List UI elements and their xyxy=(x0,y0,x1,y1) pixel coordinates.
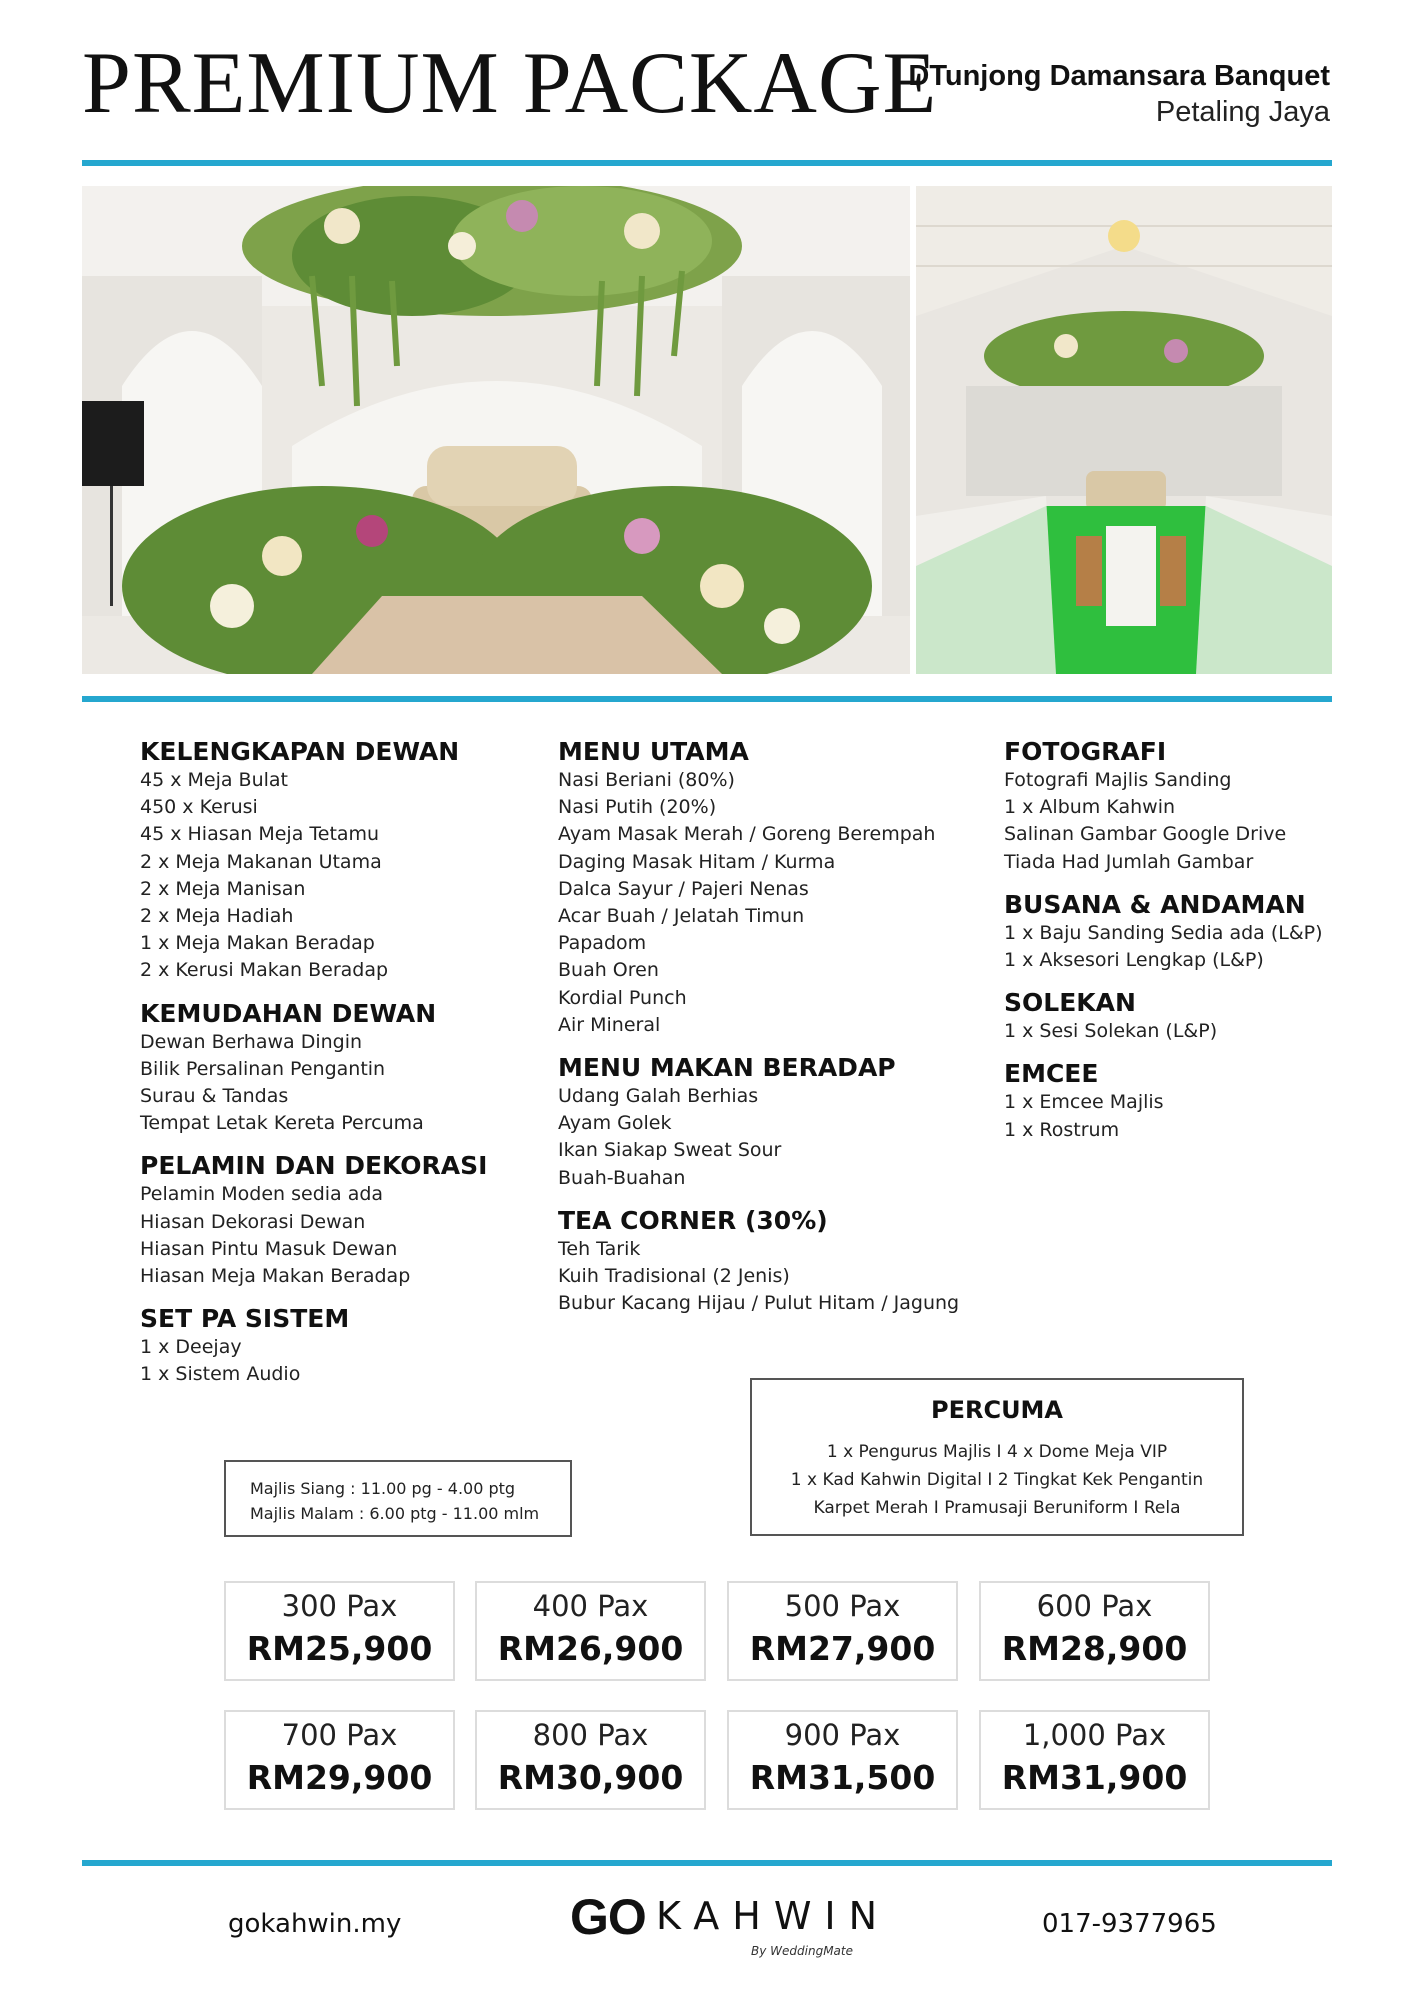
list-item: 2 x Meja Manisan xyxy=(140,877,306,900)
section-heading: SET PA SISTEM xyxy=(140,1304,350,1334)
section-heading: PELAMIN DAN DEKORASI xyxy=(140,1151,488,1181)
section-heading: BUSANA & ANDAMAN xyxy=(1004,889,1306,919)
price-amount: RM31,900 xyxy=(1001,1758,1188,1797)
list-item: 45 x Meja Bulat xyxy=(140,769,288,791)
bottom-divider xyxy=(82,1860,1332,1866)
section-kelengkapan-dewan xyxy=(140,737,540,985)
price-amount: RM29,900 xyxy=(246,1758,433,1797)
price-pax: 500 Pax xyxy=(784,1589,901,1623)
list-item: Kordial Punch xyxy=(558,986,687,1009)
package-title: PREMIUM PACKAGE xyxy=(82,35,938,132)
list-item: Fotografi Majlis Sanding xyxy=(1004,769,1232,791)
list-item: Dalca Sayur / Pajeri Nenas xyxy=(558,877,809,900)
time-siang: Majlis Siang : 11.00 pg - 4.00 ptg xyxy=(250,1479,516,1498)
price-pax: 1,000 Pax xyxy=(1022,1718,1167,1752)
list-item: Buah Oren xyxy=(558,959,659,982)
price-pax: 400 Pax xyxy=(532,1589,649,1623)
section-solekan xyxy=(1004,988,1404,1045)
section-heading: TEA CORNER (30%) xyxy=(558,1205,828,1235)
list-item: Hiasan Meja Makan Beradap xyxy=(140,1265,411,1288)
section-fotografi xyxy=(1004,737,1404,876)
venue-block xyxy=(908,58,1330,131)
section-emcee xyxy=(1004,1059,1404,1143)
percuma-line: 1 x Kad Kahwin Digital I 2 Tingkat Kek Pengantin xyxy=(790,1470,1204,1490)
list-item: Pelamin Moden sedia ada xyxy=(140,1183,384,1206)
price-amount: RM28,900 xyxy=(1001,1629,1188,1668)
price-amount: RM27,900 xyxy=(749,1629,936,1668)
list-item: 1 x Meja Makan Beradap xyxy=(140,932,375,955)
list-item: Surau & Tandas xyxy=(140,1085,289,1108)
price-card xyxy=(224,1710,455,1810)
section-menu-utama xyxy=(558,737,958,1039)
venue-location: Petaling Jaya xyxy=(1155,96,1330,129)
list-item: Acar Buah / Jelatah Timun xyxy=(558,905,805,928)
logo-go: GO xyxy=(570,1889,646,1945)
section-heading: SOLEKAN xyxy=(1004,988,1136,1018)
list-item: Bubur Kacang Hijau / Pulut Hitam / Jagung xyxy=(558,1292,960,1315)
photo-pelamin-stage xyxy=(82,186,910,674)
list-item: 2 x Kerusi Makan Beradap xyxy=(140,959,389,982)
time-malam: Majlis Malam : 6.00 ptg - 11.00 mlm xyxy=(250,1504,540,1523)
phone-number[interactable]: 017-9377965 xyxy=(1042,1909,1217,1939)
price-amount: RM26,900 xyxy=(497,1629,684,1668)
list-item: 1 x Sesi Solekan (L&P) xyxy=(1004,1020,1218,1043)
list-item: 450 x Kerusi xyxy=(140,796,258,819)
list-item: Dewan Berhawa Dingin xyxy=(140,1030,363,1053)
list-item: Daging Masak Hitam / Kurma xyxy=(558,850,836,873)
column-middle xyxy=(558,737,958,1317)
price-amount: RM30,900 xyxy=(497,1758,684,1797)
price-pax: 700 Pax xyxy=(281,1718,398,1752)
price-card xyxy=(727,1710,958,1810)
list-item: Air Mineral xyxy=(558,1013,661,1036)
top-divider xyxy=(82,160,1332,166)
section-tea-corner xyxy=(558,1206,958,1318)
list-item: Ayam Masak Merah / Goreng Berempah xyxy=(558,823,936,846)
price-pax: 800 Pax xyxy=(532,1718,649,1752)
column-right xyxy=(1004,737,1404,1144)
section-kemudahan-dewan xyxy=(140,999,540,1138)
list-item: Teh Tarik xyxy=(558,1237,641,1260)
list-item: 2 x Meja Hadiah xyxy=(140,905,294,928)
list-item: 1 x Baju Sanding Sedia ada (L&P) xyxy=(1004,921,1323,944)
list-item: 1 x Deejay xyxy=(140,1336,242,1359)
section-menu-makan-beradap xyxy=(558,1053,958,1192)
event-times-box xyxy=(224,1460,572,1537)
price-card xyxy=(727,1581,958,1681)
list-item: 1 x Emcee Majlis xyxy=(1004,1091,1164,1114)
list-item: 1 x Aksesori Lengkap (L&P) xyxy=(1004,949,1264,972)
list-item: Hiasan Dekorasi Dewan xyxy=(140,1210,366,1233)
list-item: Tiada Had Jumlah Gambar xyxy=(1004,850,1254,873)
list-item: Kuih Tradisional (2 Jenis) xyxy=(558,1265,790,1288)
percuma-line: Karpet Merah I Pramusaji Beruniform I Rela xyxy=(813,1498,1181,1518)
price-amount: RM31,500 xyxy=(749,1758,936,1797)
list-item: 2 x Meja Makanan Utama xyxy=(140,850,382,873)
list-item: Tempat Letak Kereta Percuma xyxy=(140,1112,424,1135)
section-pa-sistem xyxy=(140,1304,540,1388)
section-heading: MENU UTAMA xyxy=(558,737,749,766)
logo-kahwin: KAHWIN xyxy=(656,1894,891,1938)
price-amount: RM25,900 xyxy=(246,1629,433,1668)
section-busana-andaman xyxy=(1004,890,1404,974)
section-heading: FOTOGRAFI xyxy=(1004,737,1167,766)
list-item: Hiasan Pintu Masuk Dewan xyxy=(140,1237,398,1260)
percuma-title: PERCUMA xyxy=(930,1396,1064,1424)
percuma-box xyxy=(750,1378,1244,1536)
price-pax: 600 Pax xyxy=(1036,1589,1153,1623)
list-item: Papadom xyxy=(558,932,647,955)
website-link[interactable]: gokahwin.my xyxy=(228,1909,402,1939)
percuma-line: 1 x Pengurus Majlis I 4 x Dome Meja VIP xyxy=(826,1442,1168,1462)
section-heading: EMCEE xyxy=(1004,1059,1099,1089)
logo-byline: By WeddingMate xyxy=(751,1944,853,1958)
list-item: Ikan Siakap Sweat Sour xyxy=(558,1139,782,1162)
list-item: 1 x Sistem Audio xyxy=(140,1363,301,1386)
section-heading: MENU MAKAN BERADAP xyxy=(558,1053,896,1083)
price-card xyxy=(979,1581,1210,1681)
list-item: Nasi Beriani (80%) xyxy=(558,769,735,791)
list-item: 1 x Album Kahwin xyxy=(1004,796,1176,819)
list-item: Nasi Putih (20%) xyxy=(558,796,717,819)
price-card xyxy=(979,1710,1210,1810)
mid-divider xyxy=(82,696,1332,702)
list-item: Bilik Persalinan Pengantin xyxy=(140,1057,386,1080)
section-pelamin-dekorasi xyxy=(140,1151,540,1290)
list-item: 1 x Rostrum xyxy=(1004,1118,1120,1141)
list-item: Salinan Gambar Google Drive xyxy=(1004,823,1287,846)
section-heading: KEMUDAHAN DEWAN xyxy=(140,998,437,1028)
section-heading: KELENGKAPAN DEWAN xyxy=(140,737,460,766)
list-item: 45 x Hiasan Meja Tetamu xyxy=(140,823,380,846)
venue-name: DTunjong Damansara Banquet xyxy=(908,60,1330,92)
photo-hall-view xyxy=(916,186,1332,674)
list-item: Udang Galah Berhias xyxy=(558,1085,759,1108)
price-pax: 900 Pax xyxy=(784,1718,901,1752)
price-card xyxy=(475,1710,706,1810)
price-card xyxy=(224,1581,455,1681)
list-item: Buah-Buahan xyxy=(558,1166,686,1189)
list-item: Ayam Golek xyxy=(558,1112,672,1135)
column-left xyxy=(140,737,540,1389)
price-pax: 300 Pax xyxy=(281,1589,398,1623)
gokahwin-logo xyxy=(570,1889,891,1962)
price-card xyxy=(475,1581,706,1681)
